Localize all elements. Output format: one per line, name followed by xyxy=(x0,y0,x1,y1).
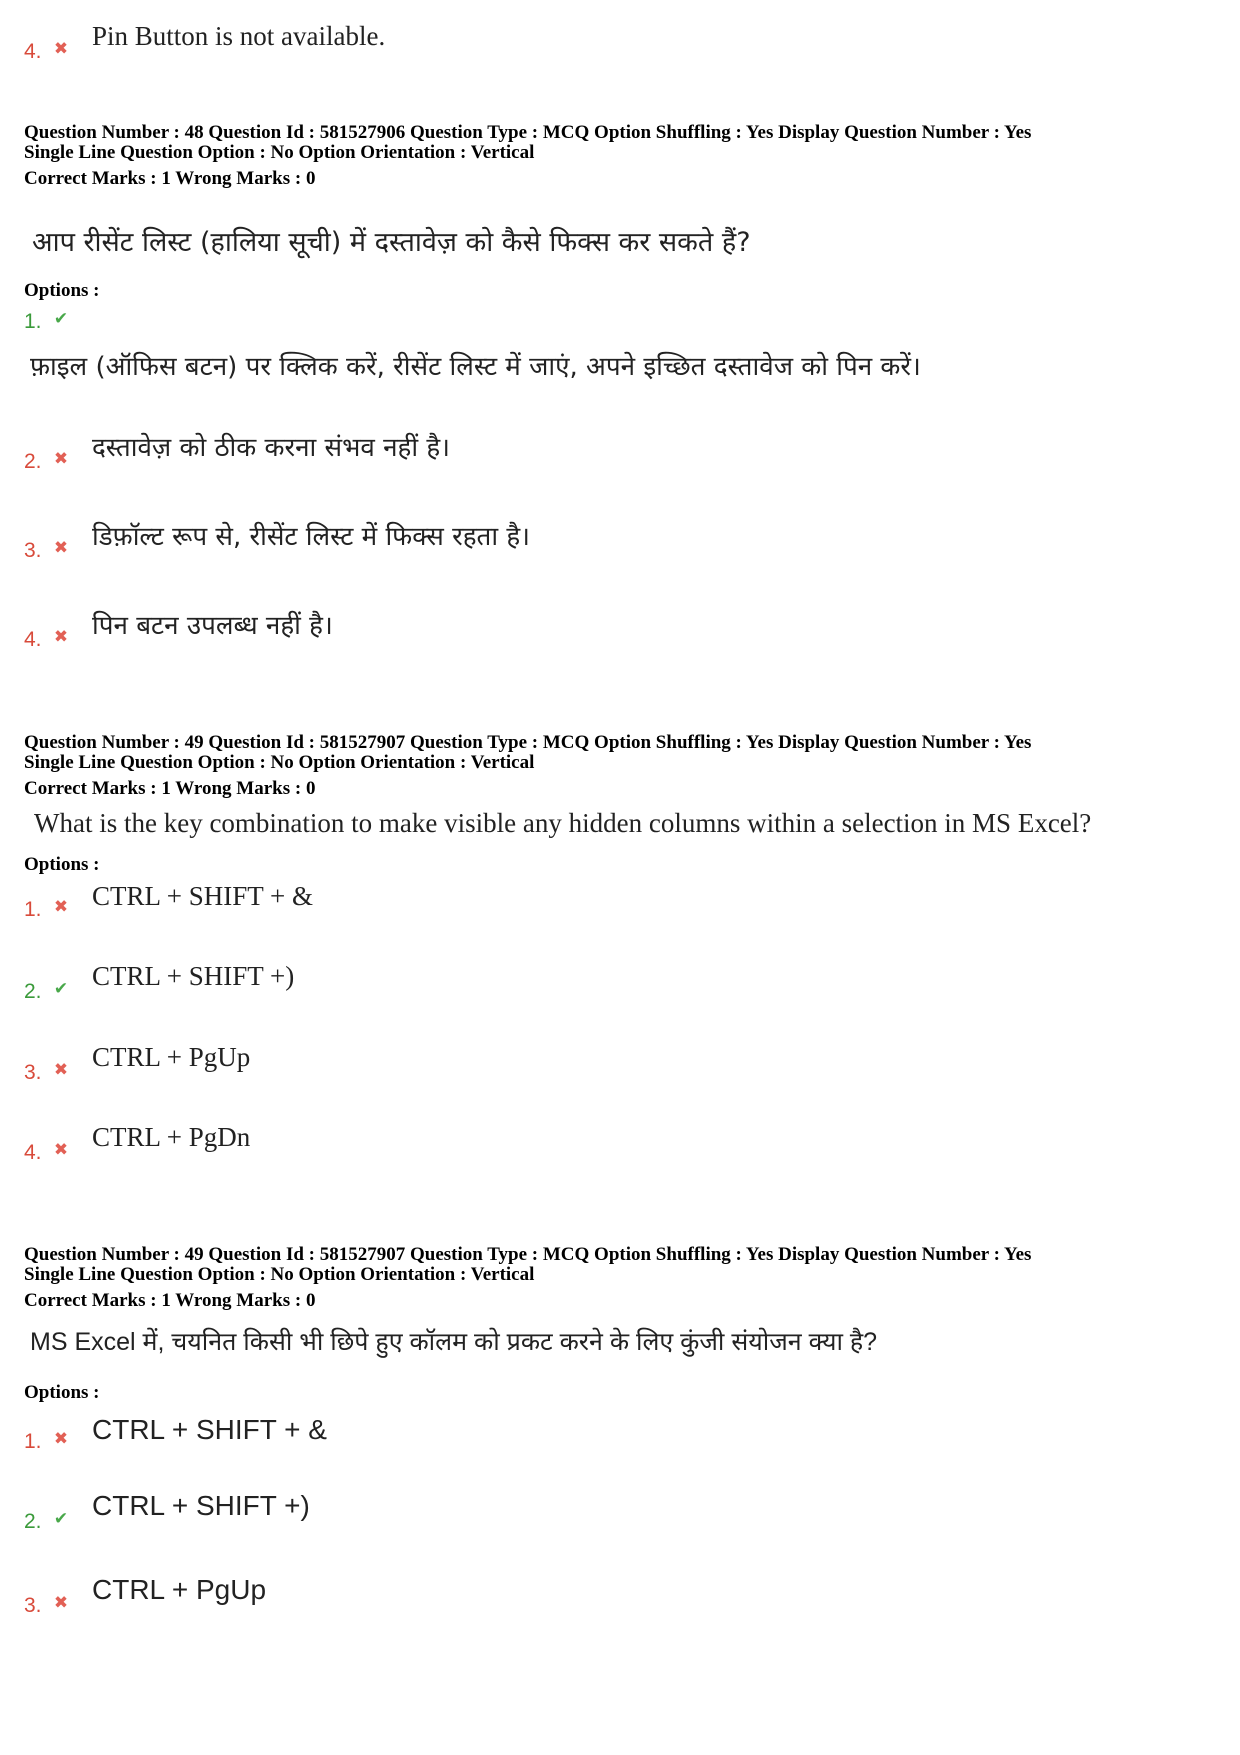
cross-icon: ✖ xyxy=(53,1429,69,1449)
option-text: CTRL + SHIFT + & xyxy=(92,881,313,911)
option-row xyxy=(24,432,1214,472)
options-label: Options : xyxy=(24,1382,100,1403)
option-text: CTRL + SHIFT +) xyxy=(92,1490,310,1521)
option-number: 1. xyxy=(24,310,42,333)
option-text: CTRL + PgUp xyxy=(92,1042,251,1072)
option-row xyxy=(24,1043,1214,1083)
cross-icon: ✖ xyxy=(53,1593,69,1613)
option-text: CTRL + SHIFT +) xyxy=(92,961,295,991)
option-row xyxy=(24,521,1214,561)
option-text: CTRL + PgUp xyxy=(92,1574,267,1605)
question-meta-line2: Single Line Question Option : No Option Orientation : Vertical xyxy=(24,752,535,773)
option-number: 2. xyxy=(24,980,42,1003)
option-text: पिन बटन उपलब्ध नहीं है। xyxy=(92,611,333,641)
option-text: दस्तावेज़ को ठीक करना संभव नहीं है। xyxy=(92,433,451,463)
cross-icon: ✖ xyxy=(53,1140,69,1160)
question-meta-line1: Question Number : 48 Question Id : 581527906 Question Type : MCQ Option Shuffling : Yes Display Question Number : Yes xyxy=(24,122,1032,143)
option-text: Pin Button is not available. xyxy=(92,21,386,51)
question-meta-line1: Question Number : 49 Question Id : 581527907 Question Type : MCQ Option Shuffling : Yes Display Question Number : Yes xyxy=(24,1244,1032,1265)
option-row xyxy=(24,22,1214,62)
option-number: 4. xyxy=(24,628,42,651)
option-row xyxy=(24,610,1214,650)
option-number: 3. xyxy=(24,539,42,562)
cross-icon: ✖ xyxy=(53,39,69,59)
question-meta-line2: Single Line Question Option : No Option Orientation : Vertical xyxy=(24,1264,535,1285)
option-text: CTRL + PgDn xyxy=(92,1122,251,1152)
option-text: CTRL + SHIFT + & xyxy=(92,1414,327,1445)
option-number: 4. xyxy=(24,40,42,63)
option-text: फ़ाइल (ऑफिस बटन) पर क्लिक करें, रीसेंट लिस्ट में जाएं, अपने इच्छित दस्तावेज को पिन करें। xyxy=(30,352,921,382)
option-number: 3. xyxy=(24,1594,42,1617)
option-row xyxy=(24,304,104,334)
question-marks: Correct Marks : 1 Wrong Marks : 0 xyxy=(24,1290,316,1311)
check-icon: ✔ xyxy=(53,979,69,999)
options-label: Options : xyxy=(24,854,100,875)
question-text: What is the key combination to make visible any hidden columns within a selection in MS Excel? xyxy=(34,808,1092,838)
option-number: 2. xyxy=(24,450,42,473)
question-text: MS Excel में, चयनित किसी भी छिपे हुए कॉलम को प्रकट करने के लिए कुंजी संयोजन क्या है? xyxy=(30,1328,878,1356)
option-number: 1. xyxy=(24,1430,42,1453)
option-number: 4. xyxy=(24,1141,42,1164)
question-meta-line1: Question Number : 49 Question Id : 581527907 Question Type : MCQ Option Shuffling : Yes Display Question Number : Yes xyxy=(24,732,1032,753)
options-label: Options : xyxy=(24,280,100,301)
option-number: 1. xyxy=(24,898,42,921)
question-marks: Correct Marks : 1 Wrong Marks : 0 xyxy=(24,778,316,799)
option-number: 2. xyxy=(24,1510,42,1533)
option-row xyxy=(24,962,1214,1002)
check-icon: ✔ xyxy=(53,1509,69,1529)
cross-icon: ✖ xyxy=(53,897,69,917)
cross-icon: ✖ xyxy=(53,1060,69,1080)
option-row xyxy=(24,1123,1214,1163)
cross-icon: ✖ xyxy=(53,627,69,647)
option-row xyxy=(24,1412,1214,1452)
question-meta-line2: Single Line Question Option : No Option Orientation : Vertical xyxy=(24,142,535,163)
cross-icon: ✖ xyxy=(53,538,69,558)
option-row xyxy=(24,1576,1214,1616)
cross-icon: ✖ xyxy=(53,449,69,469)
option-row xyxy=(24,880,1214,920)
check-icon: ✔ xyxy=(53,309,69,329)
option-row xyxy=(24,1492,1214,1532)
option-text: डिफ़ॉल्ट रूप से, रीसेंट लिस्ट में फिक्स रहता है। xyxy=(92,522,530,552)
question-marks: Correct Marks : 1 Wrong Marks : 0 xyxy=(24,168,316,189)
question-text: आप रीसेंट लिस्ट (हालिया सूची) में दस्तावेज़ को कैसे फिक्स कर सकते हैं? xyxy=(32,227,751,258)
option-number: 3. xyxy=(24,1061,42,1084)
